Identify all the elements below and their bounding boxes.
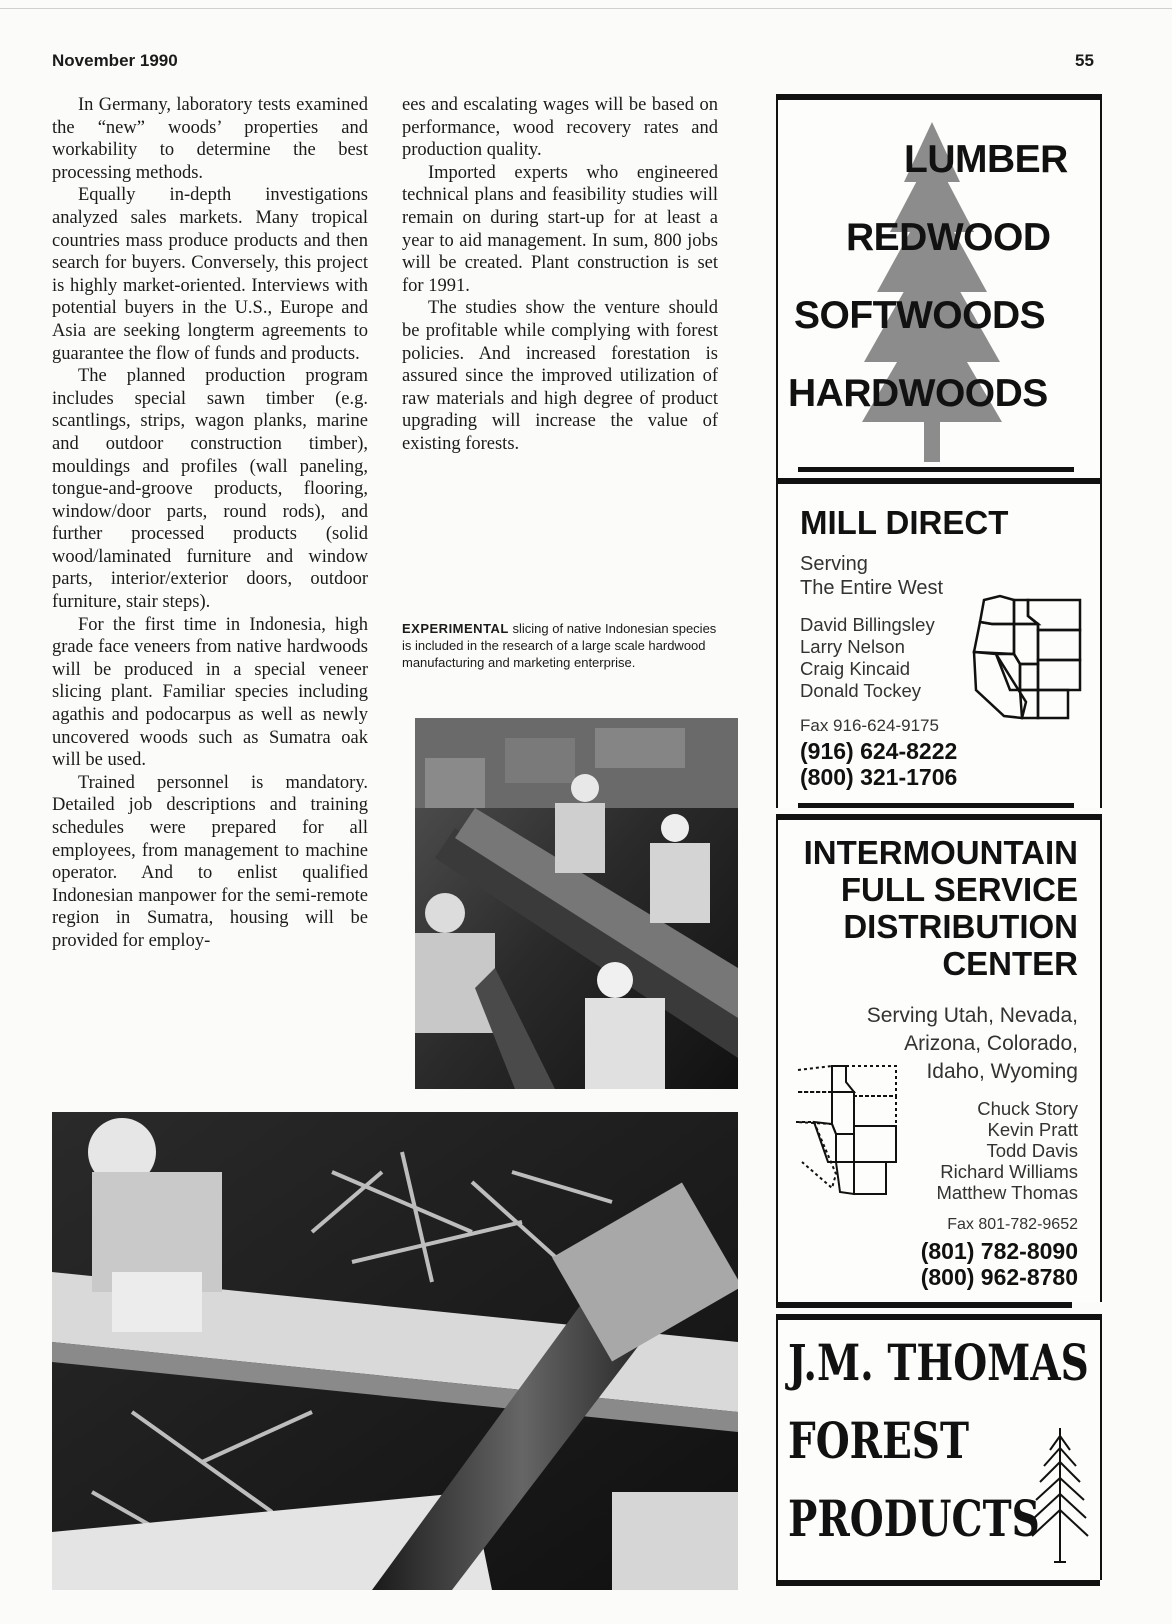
- ad-line-redwood: REDWOOD: [846, 216, 1051, 259]
- ad-mill-direct: [776, 484, 1102, 808]
- ad-lumber-redwood: [776, 94, 1102, 478]
- paragraph: ees and escalating wages will be based on performance, wood recovery rates and production quality.: [402, 95, 718, 161]
- contact-name: Chuck Story: [977, 1098, 1078, 1119]
- issue-date: November 1990: [52, 51, 178, 70]
- ad-intermountain: [776, 820, 1102, 1302]
- article-column-2: [402, 94, 718, 456]
- ad-separator: [776, 1302, 1072, 1308]
- page-top-rule: [0, 8, 1172, 9]
- paragraph: In Germany, laboratory tests examined the “new” woods’ properties and workability to determine the best processing methods.: [52, 95, 368, 183]
- contact-name: Richard Williams: [940, 1161, 1078, 1182]
- ad-separator: [798, 467, 1074, 472]
- service-line: Idaho, Wyoming: [926, 1060, 1078, 1083]
- contact-name: Kevin Pratt: [987, 1119, 1078, 1140]
- contact-name: Todd Davis: [986, 1140, 1078, 1161]
- title-line: CENTER: [942, 945, 1078, 982]
- contact-name: Craig Kincaid: [800, 658, 911, 679]
- page-number: 55: [1075, 51, 1094, 70]
- ad-line-softwoods: SOFTWOODS: [794, 294, 1046, 337]
- phone-number: (800) 962-8780: [920, 1264, 1078, 1290]
- service-line: Arizona, Colorado,: [904, 1032, 1078, 1055]
- paragraph: The studies show the venture should be profitable while complying with forest policies. And increased forestation is assured since the improved utilization of raw materials and high degree of product upgrading will increase the value of existing forests.: [402, 298, 718, 454]
- contact-name: Donald Tockey: [800, 680, 922, 701]
- paragraph: For the first time in Indonesia, high grade face veneers from native hardwoods will be produced in a special veneer slicing plant. Familiar species including agathis and podocarpus as well as newly uncovered woods such as Sumatra oak will be used.: [52, 614, 368, 771]
- ad-bottom-rule: [776, 1580, 1100, 1586]
- ad-title: MILL DIRECT: [800, 504, 1009, 541]
- fax-number: Fax 801-782-9652: [947, 1216, 1078, 1233]
- contact-name: Larry Nelson: [800, 636, 905, 657]
- paragraph: Trained personnel is mandatory. Detailed job descriptions and training schedules were prepared for all employees, from management to machine operator. And to enlist qualified Indonesian manpower for the semi-remote region in Sumatra, housing will be provided for employ-: [52, 772, 368, 951]
- title-line: FULL SERVICE: [840, 871, 1078, 908]
- photo-worker-with-timber: [52, 1112, 738, 1590]
- paragraph: Imported experts who engineered technical plans and feasibility studies will remain on during start-up for at least a year to aid management. In sum, 800 jobs will be created. Plant construction is set for 1991.: [402, 162, 718, 296]
- phone-numbers: [921, 1238, 1078, 1290]
- contact-list: [936, 1098, 1078, 1203]
- company-line: FOREST: [788, 1411, 969, 1470]
- ad-separator: [798, 803, 1074, 808]
- company-line: PRODUCTS: [788, 1489, 1040, 1548]
- company-line: J.M. THOMAS: [788, 1333, 1089, 1392]
- ad-title: [804, 834, 1078, 982]
- western-states-map-icon: [792, 1062, 908, 1200]
- fax-number: Fax 916-624-9175: [800, 716, 939, 735]
- paragraph: Equally in-depth investigations analyzed sales markets. Many tropical countries mass produce products and then search for buyers. Conversely, this project is highly market-oriented. Interviews with potential buyers in the U.S., Europe and Asia are seeking longterm agreements to guarantee the flow of funds and products.: [52, 185, 368, 364]
- contact-name: David Billingsley: [800, 614, 935, 635]
- article-column-1: [52, 94, 368, 953]
- paragraph: The planned production program includes special sawn timber (e.g. scantlings, strips, wagon planks, marine and outdoor construction timber), mouldings and profiles (wall paneling, tongue-and-groove products, flooring, window/door parts, round rods), and further processed products (solid wood/laminated furniture and window parts, interior/exterior doors, outdoor furniture, stair steps).: [52, 366, 368, 613]
- caption-text: slicing of native Indonesian species is included in the research of a large scale hardwood manufacturing and marketing enterprise.: [402, 621, 717, 670]
- western-states-map-icon: [970, 594, 1082, 722]
- contact-list: [800, 614, 935, 702]
- contact-name: Matthew Thomas: [936, 1182, 1078, 1203]
- caption-lead: EXPERIMENTAL: [402, 621, 509, 636]
- ad-top-rule: [778, 94, 1100, 100]
- ad-line-lumber: LUMBER: [904, 138, 1068, 181]
- ad-jm-thomas: [776, 1320, 1102, 1580]
- photo-workers-veneer-slicer: [415, 718, 738, 1089]
- phone-numbers: [800, 738, 957, 790]
- phone-number: (916) 624-8222: [800, 738, 958, 764]
- phone-number: (801) 782-8090: [920, 1238, 1078, 1264]
- photo-caption: [402, 620, 718, 671]
- title-line: DISTRIBUTION: [843, 908, 1078, 945]
- ad-line-hardwoods: HARDWOODS: [788, 372, 1048, 415]
- tagline-line: The Entire West: [800, 577, 944, 599]
- title-line: INTERMOUNTAIN: [803, 834, 1078, 871]
- tagline-line: Serving: [800, 553, 868, 575]
- ad-tagline: [800, 552, 943, 600]
- pine-tree-icon: [1030, 1426, 1090, 1566]
- service-line: Serving Utah, Nevada,: [866, 1004, 1078, 1027]
- phone-number: (800) 321-1706: [800, 764, 958, 790]
